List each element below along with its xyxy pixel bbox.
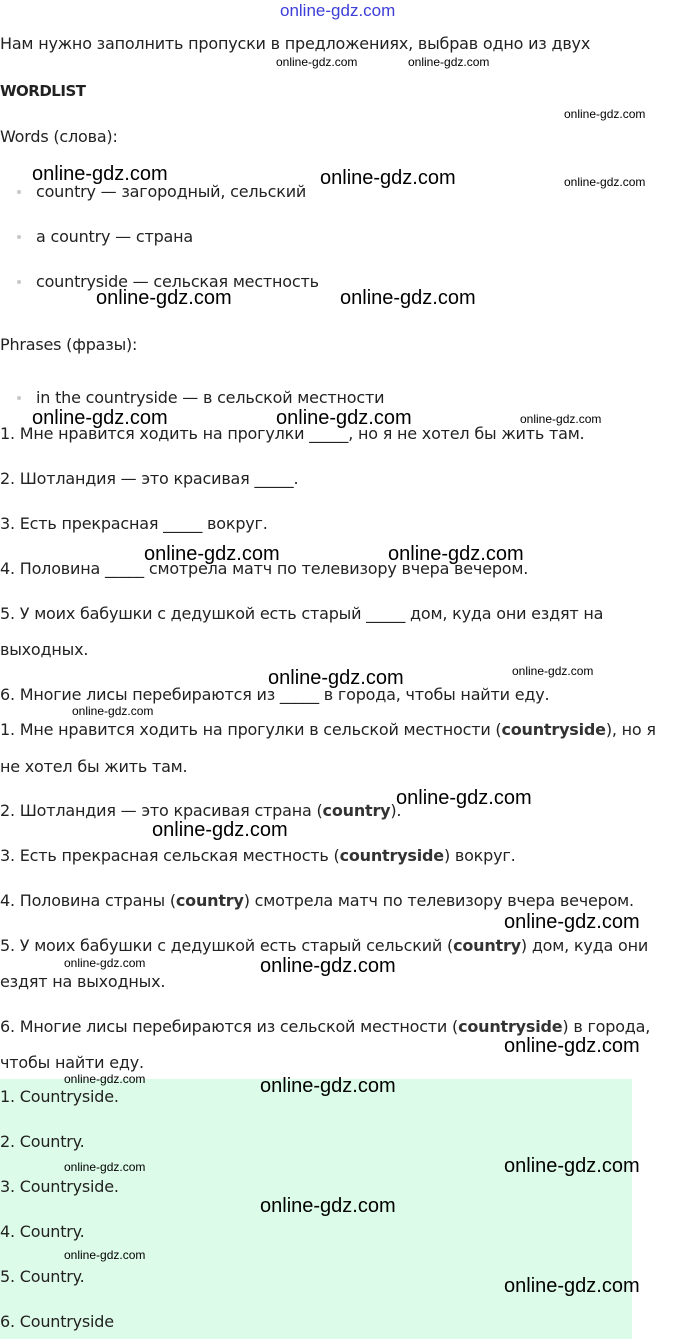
watermark: online-gdz.com: [64, 1248, 146, 1262]
solution-line: 6. Многие лисы перебираются из сельской местности (countryside) в города,: [0, 1017, 651, 1036]
watermark: online-gdz.com: [276, 55, 358, 69]
solution-line: 4. Половина страны (country) смотрела матч по телевизору вчера вечером.: [0, 891, 634, 910]
watermark: online-gdz.com: [340, 287, 476, 309]
watermark: online-gdz.com: [408, 55, 490, 69]
watermark: online-gdz.com: [320, 167, 456, 189]
intro-text: Нам нужно заполнить пропуски в предложениях, выбрав одно из двух: [0, 34, 591, 53]
task-line: 6. Многие лисы перебираются из _____ в города, чтобы найти еду.: [0, 685, 550, 704]
watermark: online-gdz.com: [260, 955, 396, 977]
solution-line: 1. Мне нравится ходить на прогулки в сельской местности (countryside), но я: [0, 720, 656, 739]
watermark: online-gdz.com: [512, 664, 594, 678]
watermark: online-gdz.com: [504, 1035, 640, 1057]
word-item: a country — страна: [36, 227, 193, 246]
answer-line: 1. Countryside.: [0, 1087, 119, 1106]
task-line: 5. У моих бабушки с дедушкой есть старый _____ дом, куда они ездят на: [0, 604, 604, 623]
word-item: country — загородный, сельский: [36, 182, 307, 201]
watermark: online-gdz.com: [276, 407, 412, 429]
bullet-icon: [17, 235, 21, 239]
answer-line: 5. Country.: [0, 1267, 85, 1286]
watermark: online-gdz.com: [64, 956, 146, 970]
answer-line: 2. Country.: [0, 1132, 85, 1151]
task-line: выходных.: [0, 640, 89, 659]
answer-line: 4. Country.: [0, 1222, 85, 1241]
watermark: online-gdz.com: [152, 819, 288, 841]
watermark: online-gdz.com: [72, 704, 154, 718]
answer-line: 3. Countryside.: [0, 1177, 119, 1196]
watermark: online-gdz.com: [64, 1072, 146, 1086]
phrases-heading: Phrases (фразы):: [0, 335, 138, 354]
watermark: online-gdz.com: [32, 407, 168, 429]
word-item: countryside — сельская местность: [36, 272, 319, 291]
bullet-icon: [17, 280, 21, 284]
solution-line: 5. У моих бабушки с дедушкой есть старый сельский (country) дом, куда они: [0, 936, 649, 955]
site-header: online-gdz.com: [280, 1, 396, 20]
answer-line: 6. Countryside: [0, 1312, 114, 1331]
words-heading: Words (слова):: [0, 127, 118, 146]
watermark: online-gdz.com: [260, 1195, 396, 1217]
watermark: online-gdz.com: [96, 287, 232, 309]
watermark: online-gdz.com: [504, 1275, 640, 1297]
wordlist-heading: WORDLIST: [0, 82, 86, 100]
task-line: 4. Половина _____ смотрела матч по телевизору вчера вечером.: [0, 559, 529, 578]
watermark: online-gdz.com: [564, 175, 646, 189]
watermark: online-gdz.com: [64, 1160, 146, 1174]
phrase-item: in the countryside — в сельской местности: [36, 388, 385, 407]
solution-line: чтобы найти еду.: [0, 1053, 144, 1072]
watermark: online-gdz.com: [388, 543, 524, 565]
watermark: online-gdz.com: [32, 163, 168, 185]
solution-line: ездят на выходных.: [0, 972, 166, 991]
task-line: 3. Есть прекрасная _____ вокруг.: [0, 514, 268, 533]
watermark: online-gdz.com: [260, 1075, 396, 1097]
solution-line: 2. Шотландия — это красивая страна (country).: [0, 801, 402, 820]
bullet-icon: [17, 396, 21, 400]
watermark: online-gdz.com: [564, 107, 646, 121]
task-line: 1. Мне нравится ходить на прогулки _____, но я не хотел бы жить там.: [0, 424, 585, 443]
watermark: online-gdz.com: [144, 543, 280, 565]
bullet-icon: [17, 190, 21, 194]
solution-line: 3. Есть прекрасная сельская местность (countryside) вокруг.: [0, 846, 516, 865]
solution-line: не хотел бы жить там.: [0, 757, 188, 776]
watermark: online-gdz.com: [396, 787, 532, 809]
watermark: online-gdz.com: [504, 1155, 640, 1177]
task-line: 2. Шотландия — это красивая _____.: [0, 469, 299, 488]
watermark: online-gdz.com: [504, 911, 640, 933]
watermark: online-gdz.com: [268, 667, 404, 689]
watermark: online-gdz.com: [520, 412, 602, 426]
